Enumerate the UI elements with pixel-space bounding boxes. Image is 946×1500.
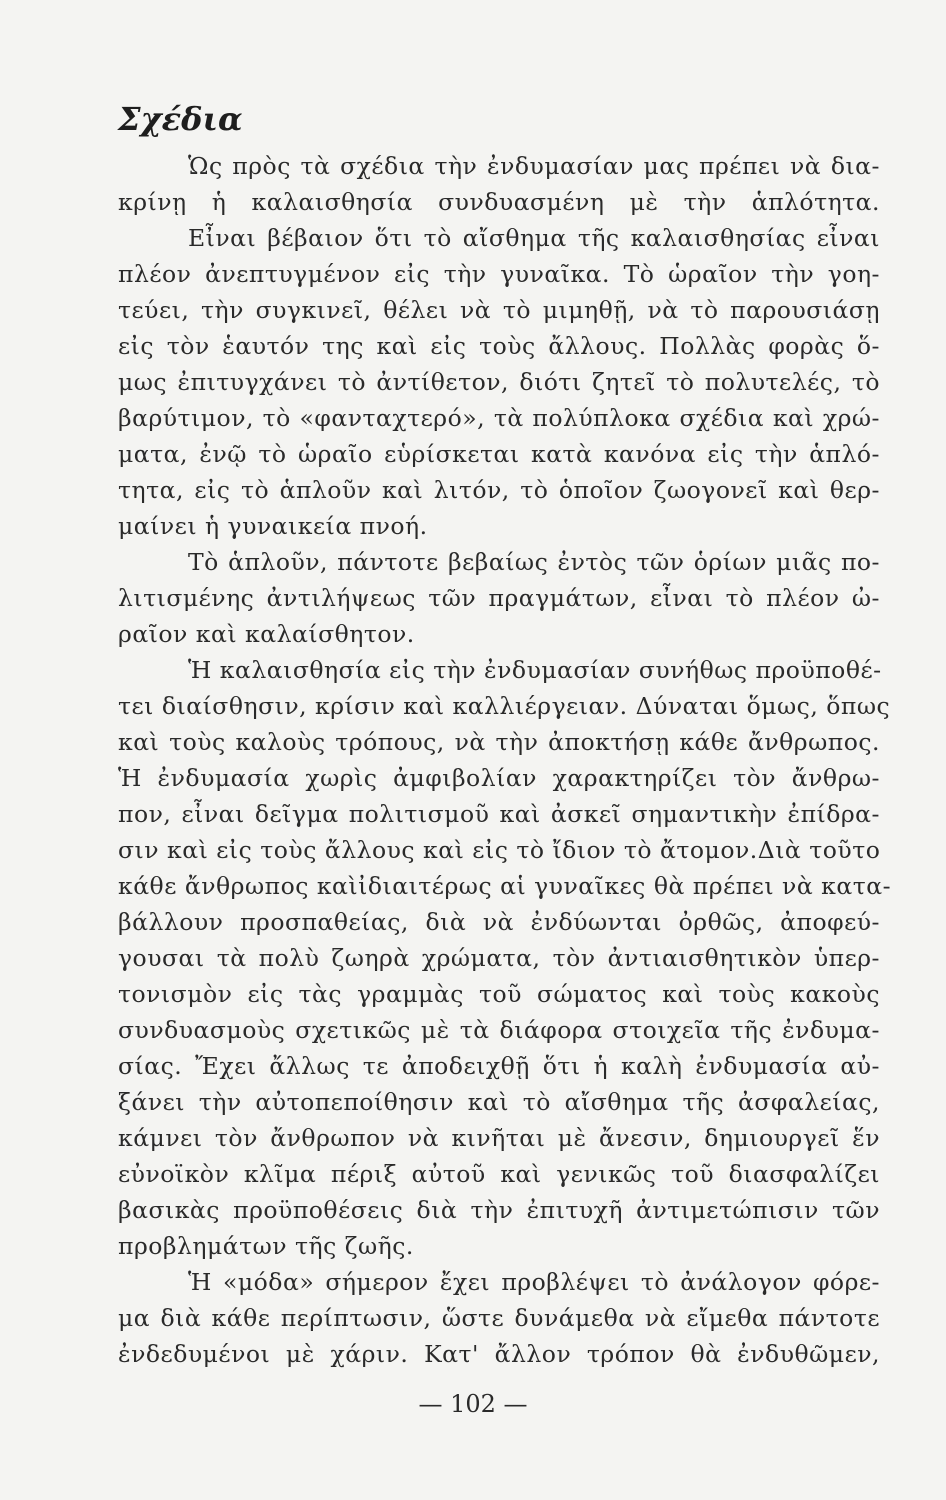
text-line: Εἶναι βέβαιον ὅτι τὸ αἴσθημα τῆς καλαισθησίας εἶναι [188, 224, 880, 252]
text-line: εἰς τὸν ἑαυτόν της καὶ εἰς τοὺς ἄλλους. Πολλὰς φορὰς ὅ- [118, 332, 880, 360]
text-line: τητα, εἰς τὸ ἁπλοῦν καὶ λιτόν, τὸ ὁποῖον ζωογονεῖ καὶ θερ- [118, 476, 880, 504]
text-line: Ὡς πρὸς τὰ σχέδια τὴν ἐνδυμασίαν μας πρέπει νὰ δια- [188, 152, 880, 180]
text-line: μως ἐπιτυγχάνει τὸ ἀντίθετον, διότι ζητεῖ τὸ πολυτελές, τὸ [118, 368, 880, 396]
text-line: Ἡ «μόδα» σήμερον ἔχει προβλέψει τὸ ἀνάλογον φόρε- [188, 1268, 880, 1296]
text-line: βασικὰς προϋποθέσεις διὰ τὴν ἐπιτυχῆ ἀντιμετώπισιν τῶν [118, 1196, 880, 1224]
text-line: Ἡ καλαισθησία εἰς τὴν ἐνδυμασίαν συνήθως προϋποθέ- [188, 656, 882, 684]
text-line: τει διαίσθησιν, κρίσιν καὶ καλλιέργειαν. Δύναται ὅμως, ὅπως [118, 692, 891, 720]
text-line: λιτισμένης ἀντιλήψεως τῶν πραγμάτων, εἶναι τὸ πλέον ὠ- [118, 584, 880, 612]
text-line: κάμνει τὸν ἄνθρωπον νὰ κινῆται μὲ ἄνεσιν, δημιουργεῖ ἕν [118, 1124, 880, 1152]
text-line: ξάνει τὴν αὐτοπεποίθησιν καὶ τὸ αἴσθημα τῆς ἀσφαλείας, [118, 1088, 880, 1116]
page-number: — 102 — [418, 1390, 528, 1418]
text-line: σίας. Ἔχει ἄλλως τε ἀποδειχθῇ ὅτι ἡ καλὴ ἐνδυμασία αὐ- [118, 1052, 880, 1080]
text-line: βάλλουν προσπαθείας, διὰ νὰ ἐνδύωνται ὀρθῶς, ἀποφεύ- [118, 908, 880, 936]
text-line: τεύει, τὴν συγκινεῖ, θέλει νὰ τὸ μιμηθῇ, νὰ τὸ παρουσιάσῃ [118, 296, 880, 324]
text-line: καὶ τοὺς καλοὺς τρόπους, νὰ τὴν ἀποκτήσῃ κάθε ἄνθρωπος. [118, 728, 880, 756]
text-line: προβλημάτων τῆς ζωῆς. [118, 1232, 414, 1260]
text-line: κάθε ἄνθρωπος καὶἰδιαιτέρως αἱ γυναῖκες θὰ πρέπει νὰ κατα- [118, 872, 892, 900]
text-line: μαίνει ἡ γυναικεία πνοή. [118, 512, 428, 540]
text-line: πον, εἶναι δεῖγμα πολιτισμοῦ καὶ ἀσκεῖ σημαντικὴν ἐπίδρα- [118, 800, 880, 828]
text-line: γουσαι τὰ πολὺ ζωηρὰ χρώματα, τὸν ἀντιαισθητικὸν ὑπερ- [118, 944, 880, 972]
text-line: βαρύτιμον, τὸ «φανταχτερό», τὰ πολύπλοκα σχέδια καὶ χρώ- [118, 404, 880, 432]
text-line: τονισμὸν εἰς τὰς γραμμὰς τοῦ σώματος καὶ τοὺς κακοὺς [118, 980, 880, 1008]
text-line: εὐνοϊκὸν κλῖμα πέριξ αὐτοῦ καὶ γενικῶς τοῦ διασφαλίζει [118, 1160, 880, 1188]
text-line: Τὸ ἁπλοῦν, πάντοτε βεβαίως ἐντὸς τῶν ὁρίων μιᾶς πο- [188, 548, 880, 576]
text-line: σιν καὶ εἰς τοὺς ἄλλους καὶ εἰς τὸ ἴδιον τὸ ἄτομον.Διὰ τοῦτο [118, 836, 881, 864]
text-line: μα διὰ κάθε περίπτωσιν, ὥστε δυνάμεθα νὰ εἴμεθα πάντοτε [118, 1304, 880, 1332]
text-line: συνδυασμοὺς σχετικῶς μὲ τὰ διάφορα στοιχεῖα τῆς ἐνδυμα- [118, 1016, 880, 1044]
text-line: ραῖον καὶ καλαίσθητον. [118, 620, 415, 648]
text-line: ματα, ἐνῷ τὸ ὡραῖο εὑρίσκεται κατὰ κανόνα εἰς τὴν ἁπλό- [118, 440, 880, 468]
text-line: πλέον ἀνεπτυγμένον εἰς τὴν γυναῖκα. Τὸ ὡραῖον τὴν γοη- [118, 260, 880, 288]
section-heading: Σχέδια [118, 100, 243, 138]
text-line: Ἡ ἐνδυμασία χωρὶς ἀμφιβολίαν χαρακτηρίζει τὸν ἄνθρω- [118, 764, 880, 792]
text-line: ἐνδεδυμένοι μὲ χάριν. Κατ' ἄλλον τρόπον θὰ ἐνδυθῶμεν, [118, 1340, 880, 1368]
text-line: κρίνῃ ἡ καλαισθησία συνδυασμένη μὲ τὴν ἁπλότητα. [118, 188, 880, 216]
